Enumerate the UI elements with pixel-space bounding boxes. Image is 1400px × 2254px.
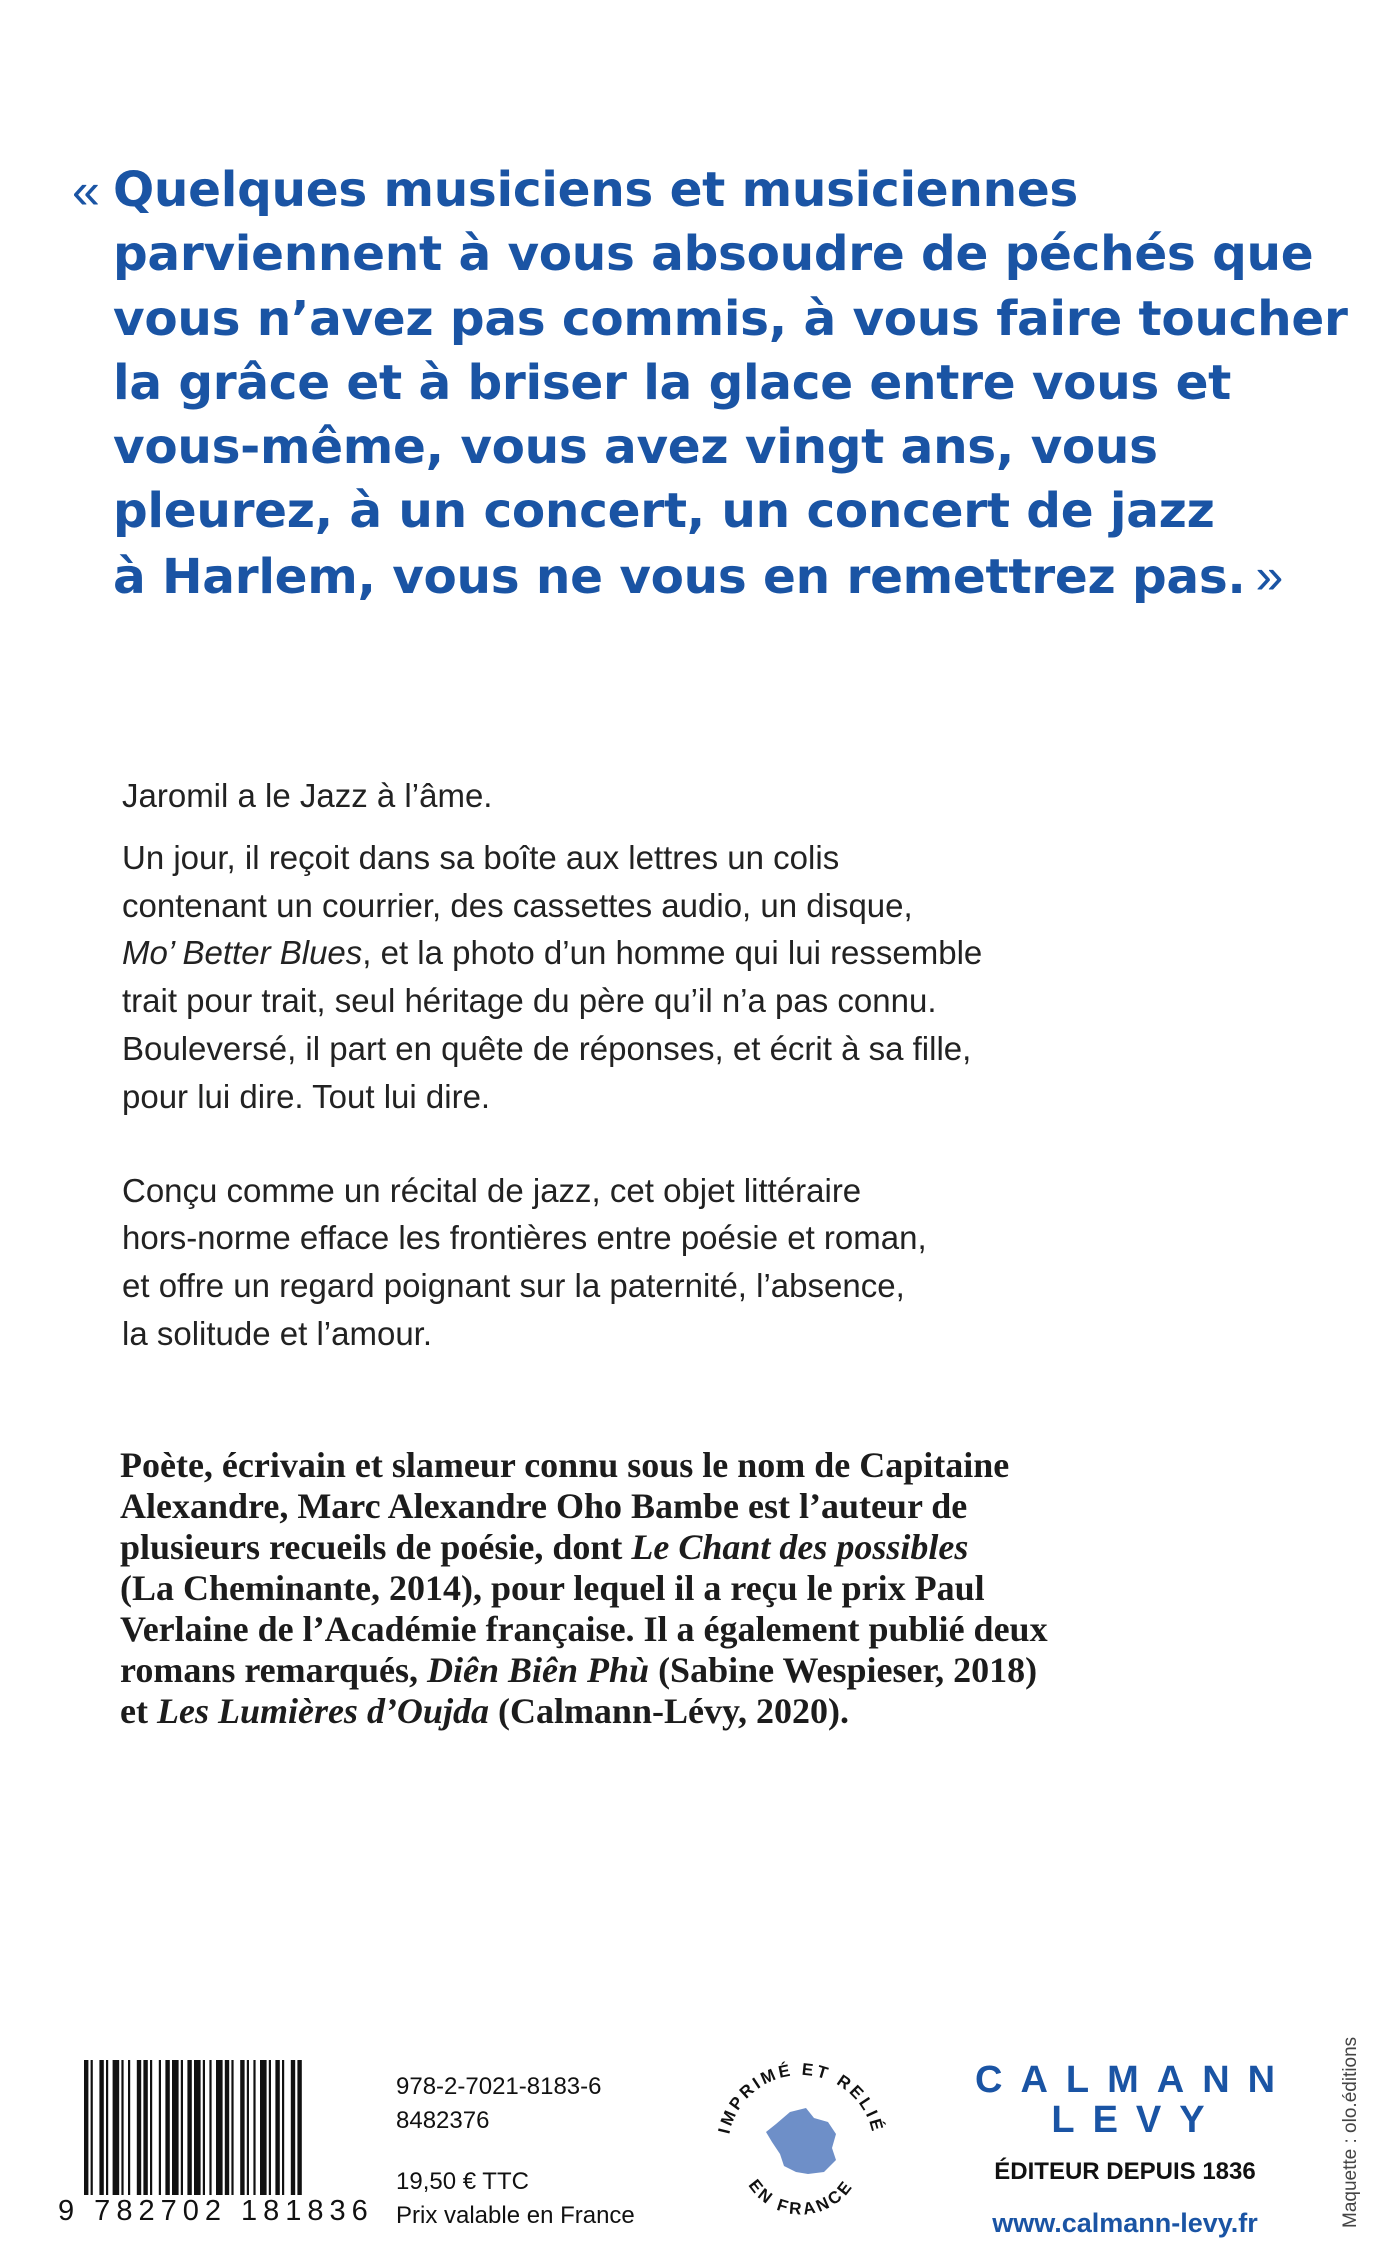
bio-line	[120, 1691, 1260, 1732]
publisher-name-line2: LEVY	[1051, 2099, 1223, 2141]
summary-line: pour lui dire. Tout lui dire.	[122, 1077, 491, 1115]
quote-line-text: à Harlem, vous ne vous en remettrez pas.	[113, 548, 1246, 605]
quote-line-last	[113, 544, 1320, 609]
stamp-bottom-text: EN FRANCE	[744, 2175, 858, 2219]
bio-line: Verlaine de l’Académie française. Il a également publié deux	[120, 1609, 1048, 1649]
made-in-france-stamp	[696, 2048, 906, 2238]
quote-line: vous n’avez pas commis, à vous faire toucher	[113, 290, 1348, 347]
bio-text: (Sabine Wespieser, 2018)	[649, 1650, 1038, 1690]
summary-line: hors-norme efface les frontières entre poésie et roman,	[122, 1219, 927, 1257]
quote-line: parviennent à vous absoudre de péchés que	[113, 226, 1314, 283]
bio-line	[120, 1527, 1260, 1568]
bio-text: (Calmann-Lévy, 2020).	[488, 1691, 849, 1731]
book-title: Diên Biên Phù	[427, 1650, 650, 1690]
album-title: Mo’ Better Blues	[122, 934, 363, 972]
book-title: Le Chant des possibles	[631, 1527, 969, 1567]
book-title: Les Lumières d’Oujda	[156, 1691, 489, 1731]
barcode-number: 9 782702 181836	[58, 2195, 374, 2227]
publisher-name-line1: CALMANN	[975, 2059, 1294, 2101]
bio-line: (La Cheminante, 2014), pour lequel il a reçu le prix Paul	[120, 1568, 985, 1608]
summary-line: contenant un courrier, des cassettes audio, un disque,	[122, 886, 913, 924]
isbn-info	[396, 2070, 602, 2138]
publisher-tagline: ÉDITEUR DEPUIS 1836	[994, 2158, 1256, 2185]
summary-text: , et la photo d’un homme qui lui ressemble	[362, 934, 983, 972]
quote-line: la grâce et à briser la glace entre vous et	[113, 354, 1232, 411]
svg-text:EN FRANCE	[745, 2176, 858, 2219]
quote-open-mark: «	[72, 163, 100, 219]
author-bio	[120, 1445, 1260, 1732]
summary-line: la solitude et l’amour.	[122, 1314, 433, 1352]
bio-line: Alexandre, Marc Alexandre Oho Bambe est l’auteur de	[120, 1486, 968, 1526]
bio-line	[120, 1650, 1260, 1691]
book-summary	[122, 772, 1242, 1358]
quote-line: vous-même, vous avez vingt ans, vous	[113, 419, 1158, 476]
isbn: 978-2-7021-8183-6	[396, 2073, 602, 2100]
bio-text: plusieurs recueils de poésie, dont	[120, 1527, 632, 1567]
price: 19,50 € TTC	[396, 2168, 529, 2195]
price-info	[396, 2165, 635, 2233]
quote-text	[113, 158, 1348, 609]
summary-line: Jaromil a le Jazz à l’âme.	[122, 777, 493, 814]
product-code: 8482376	[396, 2107, 490, 2134]
quote-line: Quelques musiciens et musiciennes	[113, 162, 1078, 218]
design-credit: Maquette : olo.éditions	[1340, 2036, 1361, 2228]
barcode-icon	[84, 2060, 354, 2195]
stamp-top-text: IMPRIMÉ ET RELIÉ	[714, 2059, 888, 2136]
summary-line: trait pour trait, seul héritage du père qu’il n’a pas connu.	[122, 982, 937, 1020]
summary-line: Conçu comme un récital de jazz, cet objet littéraire	[122, 1171, 862, 1209]
pull-quote	[60, 158, 1348, 609]
bio-line: Poète, écrivain et slameur connu sous le nom de Capitaine	[120, 1445, 1010, 1485]
bio-text: romans remarqués,	[120, 1650, 428, 1690]
bio-text: et	[120, 1691, 157, 1731]
france-map-icon	[766, 2108, 836, 2174]
price-note: Prix valable en France	[396, 2202, 635, 2229]
summary-line: Bouleversé, il part en quête de réponses, et écrit à sa fille,	[122, 1029, 972, 1067]
publisher-logo	[975, 2059, 1294, 2239]
summary-line	[122, 929, 1242, 977]
quote-line: pleurez, à un concert, un concert de jazz	[113, 483, 1215, 540]
publisher-website[interactable]: www.calmann-levy.fr	[992, 2208, 1258, 2238]
summary-line: Un jour, il reçoit dans sa boîte aux lettres un colis	[122, 838, 840, 876]
quote-close-mark: »	[1255, 547, 1284, 604]
summary-line: et offre un regard poignant sur la paternité, l’absence,	[122, 1267, 905, 1305]
